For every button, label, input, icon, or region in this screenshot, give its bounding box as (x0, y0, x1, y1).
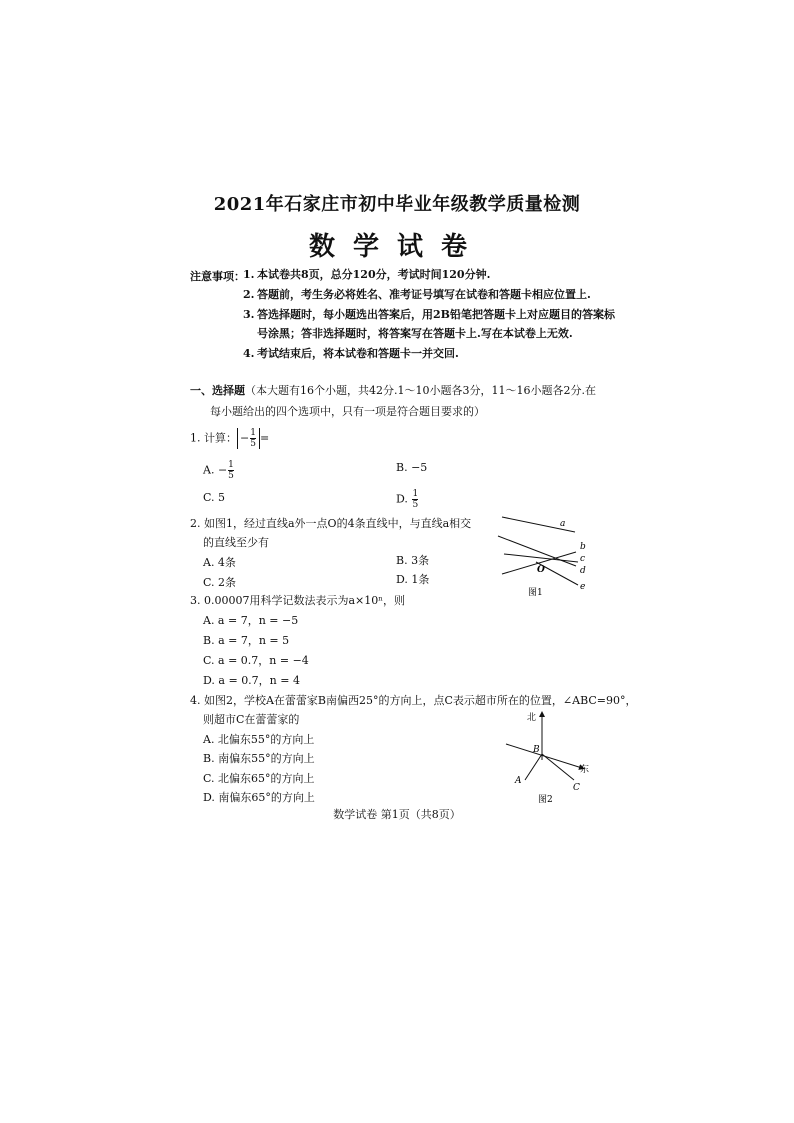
note-item: 4. 考试结束后，将本试卷和答题卡一并交回. (243, 347, 459, 360)
ray-bc (542, 754, 574, 780)
note-item: 1. 本试卷共8页，总分120分，考试时间120分钟. (243, 268, 491, 281)
question-1-option-d: D. $\frac{1}{5}$ (396, 489, 419, 510)
label-north: 北 (527, 713, 537, 723)
question-2-option-a: A. 4条 (203, 556, 236, 569)
notes-label: 注意事项： (190, 270, 245, 283)
question-2-option-b: B. 3条 (396, 554, 430, 567)
label-c: c (580, 554, 586, 564)
label-c: C (573, 783, 580, 793)
question-4-option-b: B. 南偏东55°的方向上 (203, 752, 315, 765)
question-3-stem: 3. 0.00007用科学记数法表示为a×10ⁿ，则 (190, 594, 406, 607)
figure-1-caption: 图1 (528, 588, 543, 598)
question-4-stem-line2: 则超市C在蕾蕾家的 (203, 713, 300, 726)
figure-2-caption: 图2 (538, 795, 553, 805)
paper-title: 2021年石家庄市初中毕业年级教学质量检测 (213, 194, 581, 215)
label-b: b (580, 542, 586, 552)
question-4-option-d: D. 南偏东65°的方向上 (203, 791, 315, 804)
label-b: B (533, 745, 540, 755)
label-east: 东 (580, 765, 590, 775)
note-item: 2. 答题前，考生务必将姓名、准考证号填写在试卷和答题卡相应位置上. (243, 288, 591, 301)
figure-1-diagram (490, 510, 600, 600)
question-4-option-c: C. 北偏东65°的方向上 (203, 772, 315, 785)
note-item: 号涂黑；答非选择题时，将答案写在答题卡上.写在本试卷上无效. (257, 327, 573, 340)
question-2-option-c: C. 2条 (203, 576, 237, 589)
question-3-option-d: D. a = 0.7，n = 4 (203, 674, 300, 687)
line-d (498, 536, 576, 566)
question-3-option-b: B. a = 7，n = 5 (203, 634, 290, 647)
label-o: O (537, 565, 545, 575)
question-2-option-d: D. 1条 (396, 573, 430, 586)
label-d: d (580, 566, 586, 576)
question-1-stem: 1. 计算： − $\frac{1}{5}$ = (190, 428, 270, 449)
figure-2-diagram (500, 708, 600, 806)
absolute-value: − $\frac{1}{5}$ (237, 428, 260, 449)
page-footer: 数学试卷 第1页（共8页） (333, 808, 461, 821)
question-2-stem-line2: 的直线至少有 (203, 536, 269, 549)
question-3-option-c: C. a = 0.7，n = −4 (203, 654, 309, 667)
ray-ba (525, 754, 542, 780)
section-choice-header: 一、选择题（本大题有16个小题，共42分.1～10小题各3分，11～16小题各2分.在 每小题给出的四个选项中，只有一项是符合题目要求的） (190, 384, 596, 418)
question-1-option-a: A. − $\frac{1}{5}$ (203, 460, 234, 481)
question-4-stem-line1: 4. 如图2，学校A在蕾蕾家B南偏西25°的方向上，点C表示超市所在的位置，∠ABC=90°， (190, 694, 637, 707)
label-a: a (560, 519, 566, 529)
label-e: e (580, 582, 586, 592)
question-1-option-c: C. 5 (203, 491, 226, 504)
question-2-stem-line1: 2. 如图1，经过直线a外一点O的4条直线中，与直线a相交 (190, 517, 472, 530)
label-a: A (515, 776, 522, 786)
question-3-option-a: A. a = 7，n = −5 (203, 614, 299, 627)
paper-subtitle: 数学试卷 (308, 232, 485, 262)
question-1-option-b: B. −5 (396, 461, 428, 474)
note-item: 3. 答选择题时，每小题选出答案后，用2B铅笔把答题卡上对应题目的答案标 (243, 308, 615, 321)
question-4-option-a: A. 北偏东55°的方向上 (203, 733, 315, 746)
